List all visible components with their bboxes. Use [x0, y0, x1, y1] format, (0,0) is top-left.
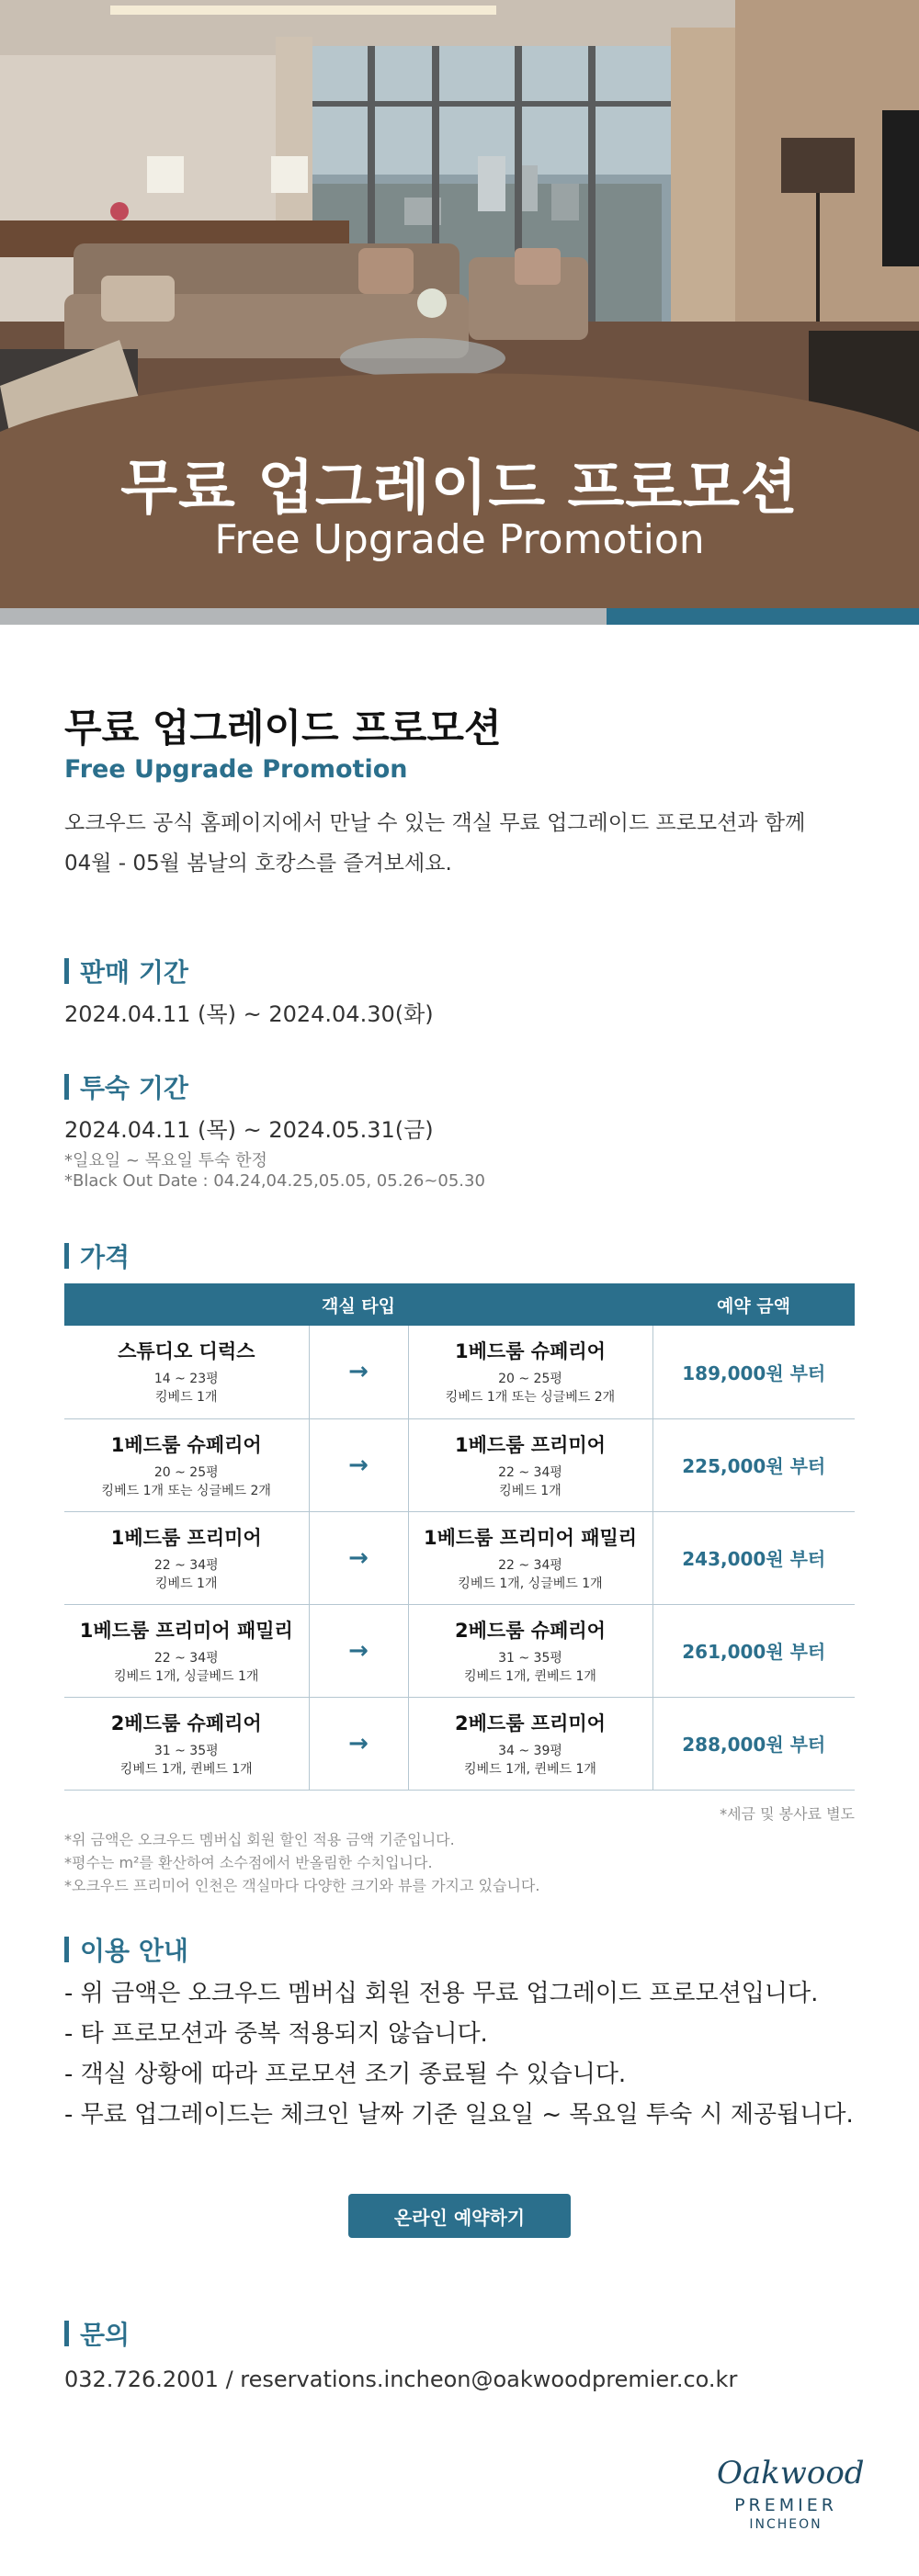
upgrade-arrow-cell [309, 1418, 408, 1511]
room-bed: 킹베드 1개, 퀸베드 1개 [119, 1761, 253, 1777]
table-row [64, 1697, 855, 1790]
arrow-right-icon: → [348, 1543, 369, 1572]
list-item: - 무료 업그레이드는 체크인 날짜 기준 일요일 ~ 목요일 투숙 시 제공됩니다. [64, 2101, 854, 2129]
price-notes [64, 1828, 539, 1897]
arrow-right-icon: → [348, 1358, 369, 1386]
stay-note: *일요일 ~ 목요일 투숙 한정 [64, 1151, 267, 1170]
logo-city: INCHEON [749, 2517, 823, 2532]
online-booking-button[interactable]: 온라인 예약하기 [348, 2194, 571, 2238]
room-bed: 킹베드 1개 [499, 1483, 562, 1498]
room-bed: 킹베드 1개, 퀸베드 1개 [464, 1761, 596, 1777]
hero-banner [0, 0, 919, 625]
room-bed: 킹베드 1개 또는 싱글베드 2개 [101, 1483, 271, 1498]
page-subtitle: Free Upgrade Promotion [64, 755, 408, 784]
room-name: 1베드룸 프리미어 패밀리 [79, 1619, 293, 1642]
room-bed: 킹베드 1개 [155, 1390, 218, 1406]
to-room [408, 1326, 652, 1418]
from-room [64, 1697, 309, 1790]
room-size: 22 ~ 34평 [153, 1650, 219, 1666]
heading-bar [64, 2321, 69, 2346]
room-size: 31 ~ 35평 [153, 1743, 219, 1758]
price-value: 243,000원 부터 [682, 1548, 826, 1570]
table-row [64, 1511, 855, 1604]
oakwood-logo [717, 2455, 865, 2532]
heading-bar [64, 1937, 69, 1962]
price-note: *오크우드 프리미어 인천은 객실마다 다양한 크기와 뷰를 가지고 있습니다. [64, 1877, 540, 1894]
section-heading-price [64, 1237, 130, 1274]
price-cell [652, 1418, 855, 1511]
room-bed: 킹베드 1개 또는 싱글베드 2개 [445, 1390, 616, 1406]
price-cell [652, 1511, 855, 1604]
blackout-note: *Black Out Date : 04.24,04.25,05.05, 05.26~05.30 [64, 1171, 485, 1191]
room-size: 20 ~ 25평 [498, 1372, 562, 1387]
heading-bar [64, 958, 69, 984]
room-bed: 킹베드 1개, 퀸베드 1개 [464, 1668, 596, 1684]
page-title: 무료 업그레이드 프로모션 [64, 706, 502, 751]
table-header-row [64, 1283, 855, 1326]
price-cell [652, 1326, 855, 1418]
section-heading-label: 투숙 기간 [80, 1073, 188, 1103]
room-name: 2베드룸 슈페리어 [455, 1619, 606, 1642]
room-size: 34 ~ 39평 [498, 1743, 562, 1758]
room-size: 31 ~ 35평 [498, 1650, 562, 1666]
section-heading-label: 판매 기간 [80, 957, 188, 988]
to-room [408, 1511, 652, 1604]
table-row [64, 1326, 855, 1418]
guide-list [64, 1973, 854, 2135]
room-size: 22 ~ 34평 [153, 1557, 219, 1573]
price-value: 225,000원 부터 [682, 1455, 826, 1477]
list-item: - 객실 상황에 따라 프로모션 조기 종료될 수 있습니다. [64, 2061, 627, 2088]
price-value: 261,000원 부터 [682, 1641, 826, 1663]
section-heading-label: 이용 안내 [80, 1936, 188, 1966]
price-cell [652, 1697, 855, 1790]
header-room-type: 객실 타입 [64, 1283, 652, 1326]
room-name: 1베드룸 프리미어 [110, 1526, 262, 1549]
upgrade-arrow-cell [309, 1604, 408, 1697]
from-room [64, 1326, 309, 1418]
section-heading-stay [64, 1068, 188, 1105]
section-heading-label: 가격 [80, 1242, 130, 1272]
section-heading-label: 문의 [80, 2320, 130, 2350]
upgrade-arrow-cell [309, 1326, 408, 1418]
table-row [64, 1604, 855, 1697]
price-value: 288,000원 부터 [682, 1734, 826, 1756]
arrow-right-icon: → [348, 1451, 369, 1479]
hero-subtitle: Free Upgrade Promotion [214, 516, 705, 563]
room-size: 20 ~ 25평 [153, 1464, 219, 1480]
header-amount: 예약 금액 [652, 1283, 855, 1326]
room-size: 22 ~ 34평 [498, 1464, 562, 1480]
to-room [408, 1604, 652, 1697]
room-name: 2베드룸 프리미어 [455, 1712, 606, 1734]
list-item: - 타 프로모션과 중복 적용되지 않습니다. [64, 2020, 488, 2048]
from-room [64, 1418, 309, 1511]
sales-period: 2024.04.11 (목) ~ 2024.04.30(화) [64, 1001, 434, 1027]
room-bed: 킹베드 1개, 싱글베드 1개 [114, 1668, 259, 1684]
to-room [408, 1697, 652, 1790]
room-name: 1베드룸 프리미어 [455, 1433, 606, 1456]
stay-period: 2024.04.11 (목) ~ 2024.05.31(금) [64, 1117, 434, 1143]
arrow-right-icon: → [348, 1636, 369, 1665]
to-room [408, 1418, 652, 1511]
room-name: 1베드룸 슈페리어 [455, 1340, 606, 1363]
arrow-right-icon: → [348, 1729, 369, 1757]
price-note: *위 금액은 오크우드 멤버십 회원 할인 적용 금액 기준입니다. [64, 1831, 455, 1848]
room-size: 14 ~ 23평 [153, 1372, 219, 1387]
logo-premier: PREMIER [734, 2495, 837, 2515]
section-heading-sales [64, 953, 188, 989]
section-heading-contact [64, 2315, 130, 2352]
room-name: 1베드룸 슈페리어 [110, 1433, 262, 1456]
price-value: 189,000원 부터 [682, 1361, 826, 1384]
from-room [64, 1511, 309, 1604]
room-name: 스튜디오 디럭스 [118, 1340, 255, 1363]
price-table [64, 1283, 855, 1791]
table-row [64, 1418, 855, 1511]
price-cell [652, 1604, 855, 1697]
upgrade-arrow-cell [309, 1697, 408, 1790]
heading-bar [64, 1243, 69, 1269]
contact-info: 032.726.2001 / reservations.incheon@oakwoodpremier.co.kr [64, 2367, 738, 2392]
logo-script: Oakwood [717, 2455, 865, 2491]
heading-bar [64, 1074, 69, 1100]
upgrade-arrow-cell [309, 1511, 408, 1604]
intro-text [64, 803, 805, 884]
from-room [64, 1604, 309, 1697]
hero-title: 무료 업그레이드 프로모션 [120, 455, 799, 523]
tax-note: *세금 및 봉사료 별도 [720, 1805, 855, 1823]
room-bed: 킹베드 1개, 싱글베드 1개 [458, 1576, 603, 1591]
room-name: 1베드룸 프리미어 패밀리 [423, 1526, 638, 1549]
room-bed: 킹베드 1개 [155, 1576, 218, 1591]
intro-line: 04월 - 05월 봄날의 호캉스를 즐겨보세요. [64, 852, 452, 876]
room-size: 22 ~ 34평 [498, 1557, 562, 1573]
price-note: *평수는 m²를 환산하여 소수점에서 반올림한 수치입니다. [64, 1854, 433, 1871]
list-item: - 위 금액은 오크우드 멤버십 회원 전용 무료 업그레이드 프로모션입니다. [64, 1980, 819, 2007]
section-heading-guide [64, 1931, 188, 1968]
intro-line: 오크우드 공식 홈페이지에서 만날 수 있는 객실 무료 업그레이드 프로모션과 함께 [64, 811, 806, 835]
room-name: 2베드룸 슈페리어 [110, 1712, 262, 1734]
